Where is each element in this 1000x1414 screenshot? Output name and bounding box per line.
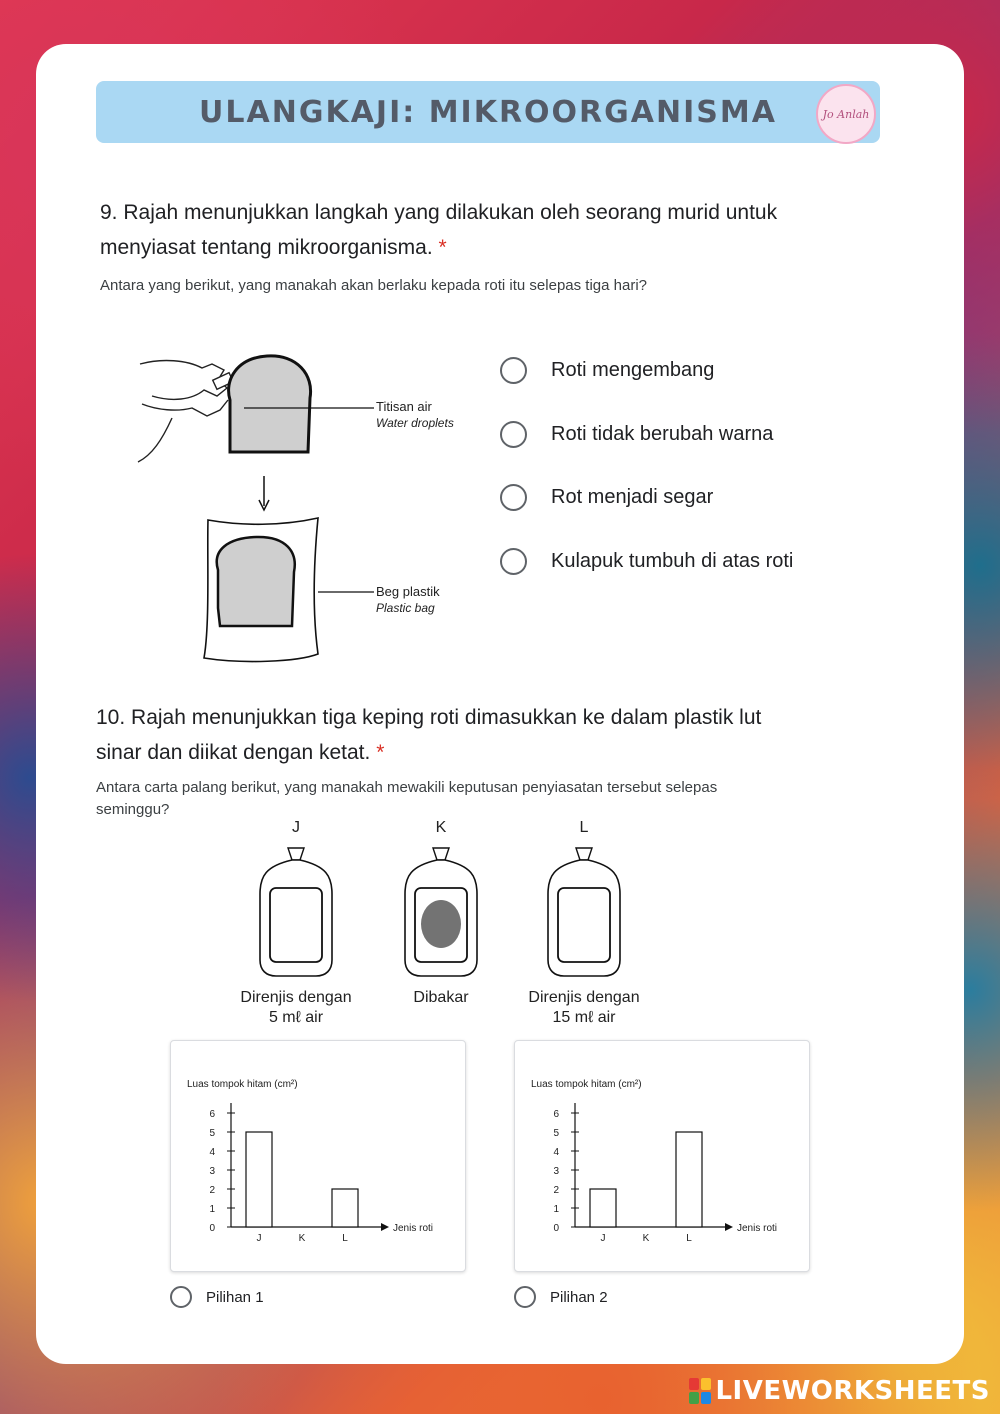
q9-option-2[interactable] xyxy=(500,421,773,448)
y-tick-label: 2 xyxy=(553,1185,559,1196)
worksheet-card xyxy=(36,44,964,1364)
option-label: Rot menjadi segar xyxy=(551,486,714,508)
brand-square xyxy=(689,1392,699,1404)
y-tick-label: 5 xyxy=(553,1128,559,1139)
q10-choice-1[interactable] xyxy=(170,1286,264,1308)
bag-tie-icon xyxy=(576,848,592,860)
y-axis-label: Luas tompok hitam (cm²) xyxy=(187,1079,298,1090)
radio-button[interactable] xyxy=(500,357,527,384)
q10-bags-figure xyxy=(216,814,676,1024)
burnt-patch-icon xyxy=(421,900,461,948)
x-tick-label: J xyxy=(256,1233,262,1244)
q10-title xyxy=(96,700,761,770)
brand-square xyxy=(701,1378,711,1390)
bag-k xyxy=(405,819,477,1006)
author-logo xyxy=(816,84,876,144)
x-tick-label: K xyxy=(298,1233,306,1244)
hand-lower-icon xyxy=(142,400,228,416)
choice-label: Pilihan 2 xyxy=(550,1288,608,1306)
y-tick-label: 0 xyxy=(553,1223,559,1234)
x-axis-arrow xyxy=(381,1223,389,1231)
q9-title-line1: 9. Rajah menunjukkan langkah yang dilakukan oleh seorang murid untuk xyxy=(100,201,778,224)
bag-caption: Direnjis dengan xyxy=(528,989,640,1006)
y-tick-label: 5 xyxy=(209,1128,215,1139)
x-axis-label: Jenis roti xyxy=(737,1223,778,1234)
bag-l xyxy=(528,819,639,1024)
option-label: Roti mengembang xyxy=(551,359,715,381)
q9-option-4[interactable] xyxy=(500,548,793,575)
y-tick-label: 1 xyxy=(553,1204,559,1215)
x-axis-arrow xyxy=(725,1223,733,1231)
radio-button[interactable] xyxy=(500,421,527,448)
bag-caption: 5 mℓ air xyxy=(268,1009,324,1024)
title-banner xyxy=(96,81,880,143)
brand-square xyxy=(701,1392,711,1404)
q10-subtitle-line2: seminggu? xyxy=(96,801,170,818)
bag-tie-icon xyxy=(433,848,449,860)
y-tick-label: 4 xyxy=(209,1147,215,1158)
bag-j xyxy=(240,819,351,1024)
bag-caption: Dibakar xyxy=(413,989,469,1006)
bag-letter: L xyxy=(579,819,589,836)
label-bag-en: Plastic bag xyxy=(376,601,435,615)
label-water: Titisan air xyxy=(376,399,432,414)
chart-card-1[interactable] xyxy=(170,1040,466,1272)
x-tick-label: J xyxy=(600,1233,606,1244)
radio-button[interactable] xyxy=(170,1286,192,1308)
q10-title-line2: sinar dan diikat dengan ketat. xyxy=(96,741,371,764)
q10-subtitle-line1: Antara carta palang berikut, yang manakah mewakili keputusan penyiasatan tersebut selepas xyxy=(96,779,718,796)
page-title: ULANGKAJI: MIKROORGANISMA xyxy=(199,94,777,130)
option-label: Roti tidak berubah warna xyxy=(551,423,774,445)
radio-button[interactable] xyxy=(500,548,527,575)
y-tick-label: 1 xyxy=(209,1204,215,1215)
chart-card-2[interactable] xyxy=(514,1040,810,1272)
x-axis-label: Jenis roti xyxy=(393,1223,434,1234)
bar-chart-1 xyxy=(171,1041,465,1271)
q9-bread-figure xyxy=(132,340,472,668)
q9-title-line2: menyiasat tentang mikroorganisma. xyxy=(100,236,433,259)
x-tick-label: L xyxy=(686,1233,692,1244)
brand-square xyxy=(689,1378,699,1390)
brand-name: LIVEWORKSHEETS xyxy=(715,1376,990,1406)
y-tick-label: 3 xyxy=(209,1166,215,1177)
q9-option-3[interactable] xyxy=(500,484,713,511)
y-tick-label: 3 xyxy=(553,1166,559,1177)
radio-button[interactable] xyxy=(514,1286,536,1308)
radio-button[interactable] xyxy=(500,484,527,511)
logo-text: Jo Anlah xyxy=(822,107,870,121)
bread-icon xyxy=(558,888,610,962)
required-marker: * xyxy=(376,741,385,764)
bag-caption: 15 mℓ air xyxy=(552,1009,616,1024)
label-water-en: Water droplets xyxy=(376,416,454,430)
bread-icon xyxy=(270,888,322,962)
bag-caption: Direnjis dengan xyxy=(240,989,352,1006)
y-tick-label: 0 xyxy=(209,1223,215,1234)
brand-logo-icon xyxy=(689,1378,711,1404)
bag-tie-icon xyxy=(288,848,304,860)
x-tick-label: K xyxy=(642,1233,650,1244)
bar-L xyxy=(332,1189,358,1227)
y-tick-label: 2 xyxy=(209,1185,215,1196)
bar-J xyxy=(246,1132,272,1227)
bread-slice-icon xyxy=(229,356,311,452)
q10-title-line1: 10. Rajah menunjukkan tiga keping roti dimasukkan ke dalam plastik lut xyxy=(96,706,762,729)
q9-subtitle: Antara yang berikut, yang manakah akan berlaku kepada roti itu selepas tiga hari? xyxy=(100,277,648,294)
label-bag: Beg plastik xyxy=(376,584,440,599)
required-marker: * xyxy=(438,236,447,259)
bar-chart-2 xyxy=(515,1041,809,1271)
q9-title xyxy=(100,195,777,265)
y-tick-label: 6 xyxy=(553,1109,559,1120)
bar-J xyxy=(590,1189,616,1227)
x-tick-label: L xyxy=(342,1233,348,1244)
q10-choice-2[interactable] xyxy=(514,1286,608,1308)
liveworksheets-brand[interactable] xyxy=(689,1376,990,1406)
y-axis-label: Luas tompok hitam (cm²) xyxy=(531,1079,642,1090)
bread-in-bag-icon xyxy=(217,537,295,626)
choice-label: Pilihan 1 xyxy=(206,1288,264,1306)
bag-letter: J xyxy=(292,819,300,836)
y-tick-label: 6 xyxy=(209,1109,215,1120)
q9-option-1[interactable] xyxy=(500,357,714,384)
option-label: Kulapuk tumbuh di atas roti xyxy=(551,550,794,572)
wrist-line-icon xyxy=(138,418,172,462)
y-tick-label: 4 xyxy=(553,1147,559,1158)
bar-L xyxy=(676,1132,702,1227)
bag-letter: K xyxy=(435,819,447,836)
